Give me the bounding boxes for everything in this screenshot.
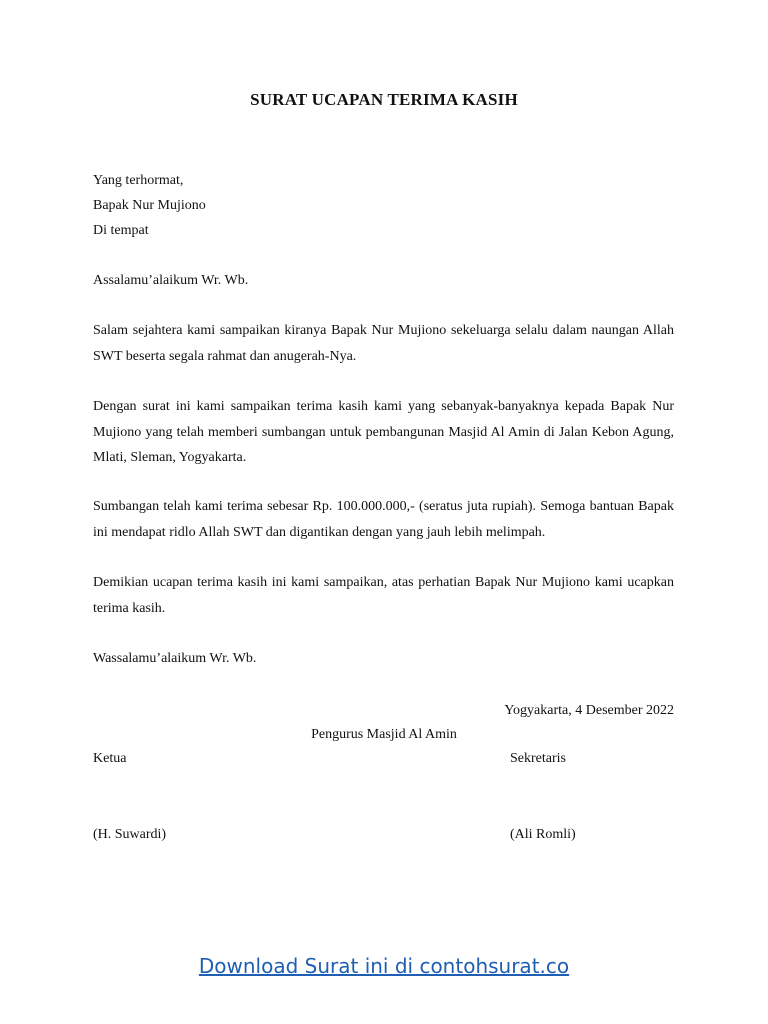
- salutation: Yang terhormat,: [93, 173, 184, 188]
- closing-greeting: Wassalamu’alaikum Wr. Wb.: [93, 651, 257, 666]
- paragraph-blessing: Salam sejahtera kami sampaikan kiranya Bapak Nur Mujiono sekeluarga selalu dalam naungan Allah SWT beserta segala rahmat dan anugerah-Nya.: [93, 323, 674, 364]
- paragraph-thanks: Dengan surat ini kami sampaikan terima kasih kami yang sebanyak-banyaknya kepada Bapak Nur Mujiono yang telah memberi sumbangan untuk pembangunan Masjid Al Amin di Jalan Kebon Agung, Mlati, Sleman, Yogyakarta.: [93, 399, 674, 465]
- letter-date: Yogyakarta, 4 Desember 2022: [504, 703, 674, 718]
- signatory-left-role: Ketua: [93, 751, 127, 766]
- recipient-name: Bapak Nur Mujiono: [93, 198, 206, 213]
- organization-name: Pengurus Masjid Al Amin: [311, 727, 457, 742]
- recipient-place: Di tempat: [93, 223, 149, 238]
- signatory-left-name: (H. Suwardi): [93, 827, 167, 842]
- signatory-right-name: (Ali Romli): [510, 827, 576, 842]
- download-link[interactable]: Download Surat ini di contohsurat.co: [198, 954, 570, 978]
- signatory-right-role: Sekretaris: [510, 751, 566, 766]
- paragraph-donation: Sumbangan telah kami terima sebesar Rp. 100.000.000,- (seratus juta rupiah). Semoga bantuan Bapak ini mendapat ridlo Allah SWT dan digantikan dengan yang jauh lebih melimpah.: [93, 499, 674, 540]
- paragraph-closing-remarks: Demikian ucapan terima kasih ini kami sampaikan, atas perhatian Bapak Nur Mujiono kami ucapkan terima kasih.: [93, 575, 674, 616]
- opening-greeting: Assalamu’alaikum Wr. Wb.: [93, 273, 249, 288]
- letter-title: SURAT UCAPAN TERIMA KASIH: [250, 90, 518, 109]
